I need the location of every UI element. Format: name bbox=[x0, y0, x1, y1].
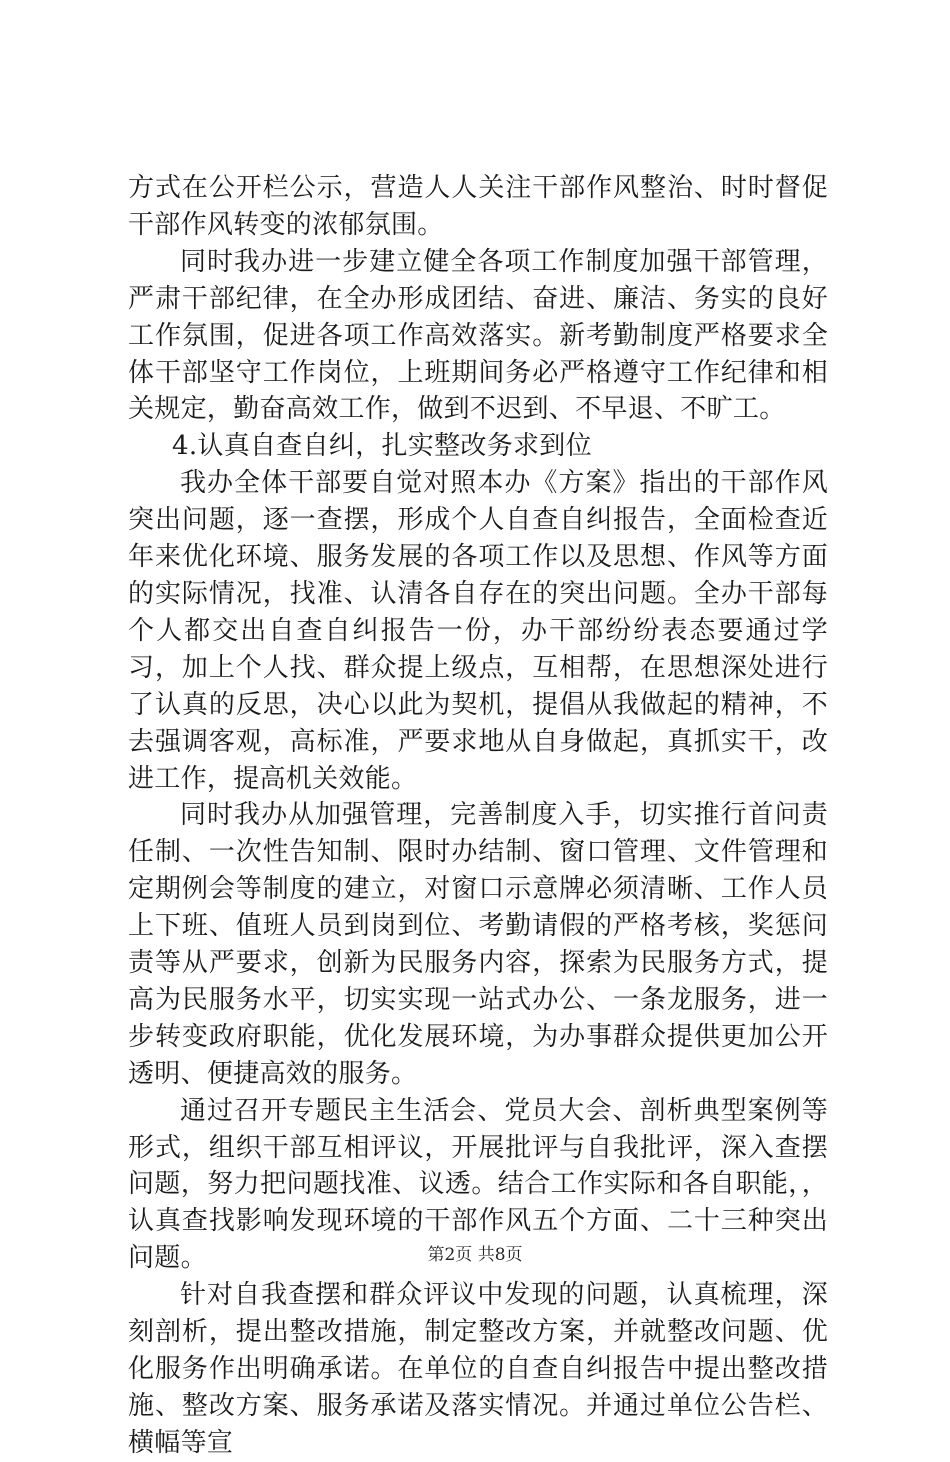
paragraph-work-system: 同时我办进一步建立健全各项工作制度加强干部管理，严肃干部纪律，在全办形成团结、奋进、廉洁、务实的良好工作氛围，促进各项工作高效落实。新考勤制度严格要求全体干部坚守工作岗位，上班期间务必严格遵守工作纪律和相关规定，勤奋高效工作，做到不迟到、不早退、不旷工。 bbox=[128, 246, 828, 425]
paragraph-continuation: 方式在公开栏公示，营造人人关注干部作风整治、时时督促干部作风转变的浓郁氛围。 bbox=[128, 173, 828, 240]
paragraph-rectification: 针对自我查摆和群众评议中发现的问题，认真梳理，深刻剖析，提出整改措施，制定整改方案，并就整改问题、优化服务作出明确承诺。在单位的自查自纠报告中提出整改措施、整改方案、服务承诺及落实情况。并通过单位公告栏、横幅等宣 bbox=[128, 1280, 828, 1458]
document-body bbox=[128, 170, 828, 1462]
paragraph-democratic-meeting: 通过召开专题民主生活会、党员大会、剖析典型案例等形式，组织干部互相评议，开展批评与自我批评，深入查摆问题，努力把问题找准、议透。结合工作实际和各自职能，，认真查找影响发现环境的干部作风五个方面、二十三种突出问题。 bbox=[128, 1095, 828, 1274]
section-heading-4: 4.认真自查自纠，扎实整改务求到位 bbox=[172, 431, 592, 462]
page-number-footer: 第2页 共8页 bbox=[427, 1245, 523, 1265]
paragraph-self-inspection: 我办全体干部要自觉对照本办《方案》指出的干部作风突出问题，逐一查摆，形成个人自查自纠报告，全面检查近年来优化环境、服务发展的各项工作以及思想、作风等方面的实际情况，找准、认清各自存在的突出问题。全办干部每个人都交出自查自纠报告一份，办干部纷纷表态要通过学习，加上个人找、群众提上级点，互相帮，在思想深处进行了认真的反思，决心以此为契机，提倡从我做起的精神，不去强调客观，高标准，严要求地从自身做起，真抓实干，改进工作，提高机关效能。 bbox=[128, 468, 828, 794]
paragraph-management: 同时我办从加强管理，完善制度入手，切实推行首问责任制、一次性告知制、限时办结制、窗口管理、文件管理和定期例会等制度的建立，对窗口示意牌必须清晰、工作人员上下班、值班人员到岗到位、考勤请假的严格考核，奖惩问责等从严要求，创新为民服务内容，探索为民服务方式，提高为民服务水平，切实实现一站式办公、一条龙服务，进一步转变政府职能，优化发展环境，为办事群众提供更加公开透明、便捷高效的服务。 bbox=[128, 800, 828, 1089]
